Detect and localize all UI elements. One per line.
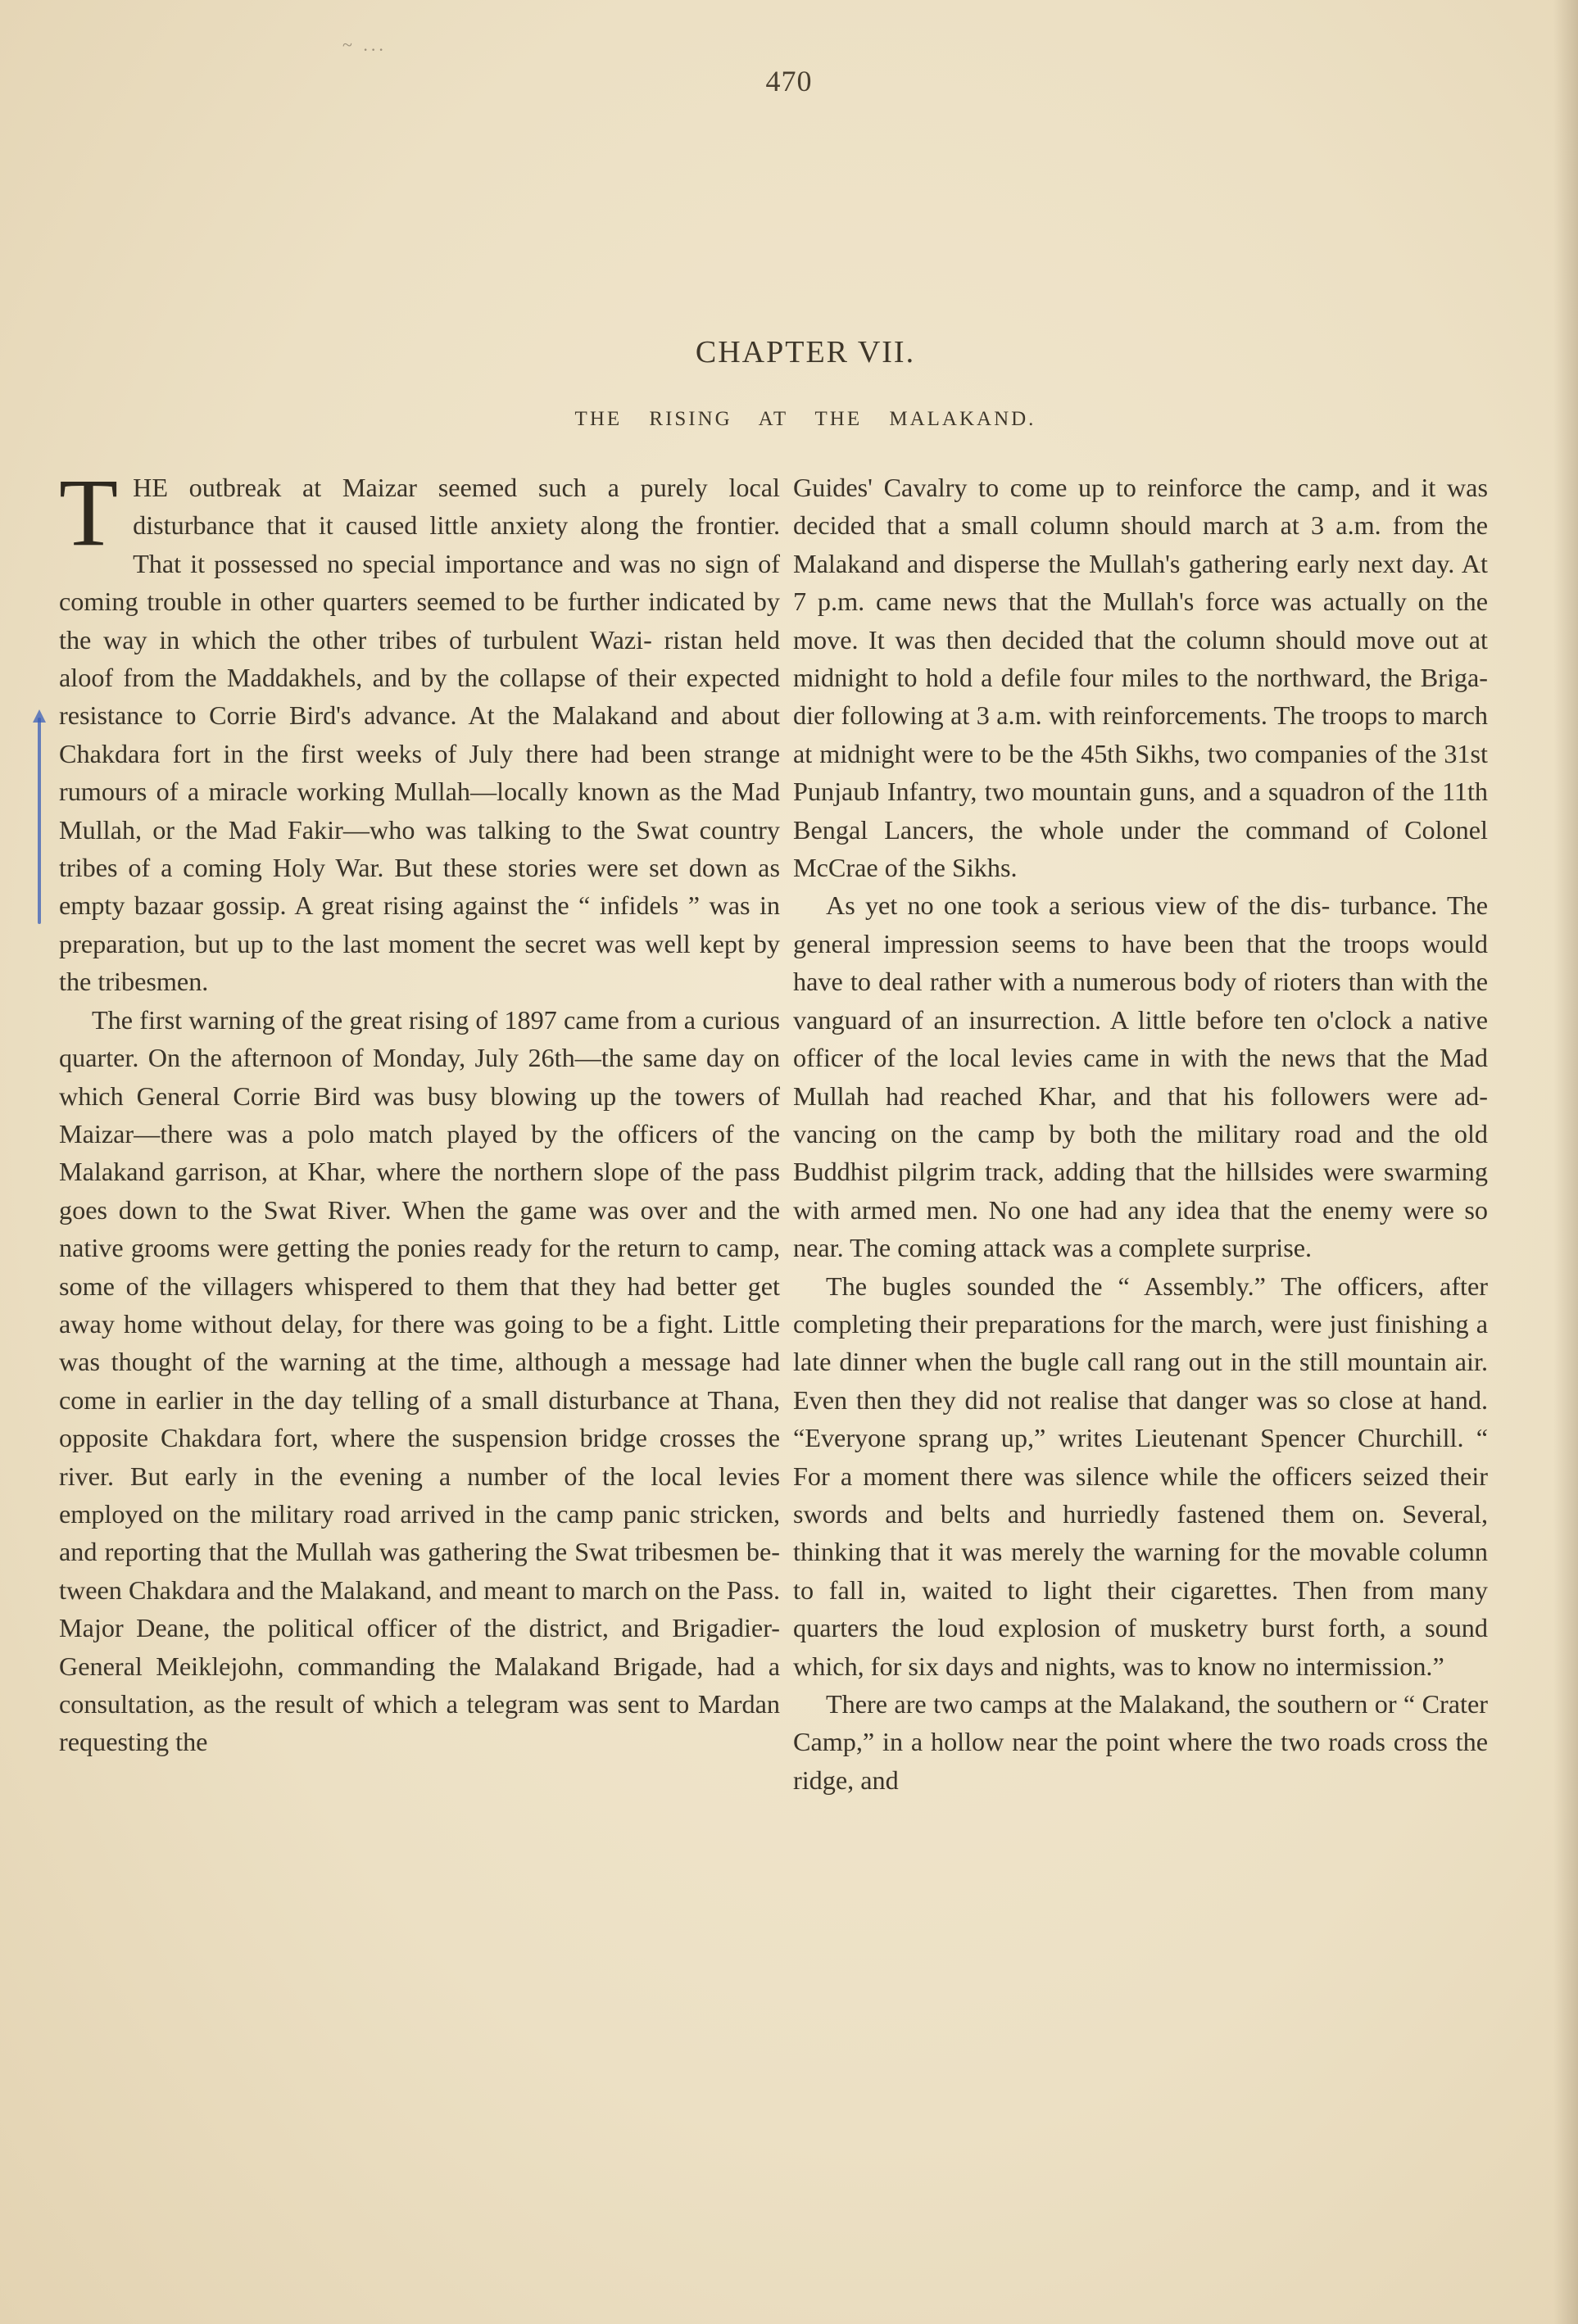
paragraph xyxy=(59,459,780,1001)
paragraph-text: HE outbreak at Maizar seemed such a purely local disturbance that it caused little anxiety along the frontier. That it possessed no special importance and was no sign of coming trouble in other quarters seemed to be further indicated by the way in which the other tribes of turbulent Wazi- ristan held aloof from the Maddakhels, and by the collapse of their expected resistance to Corrie Bird's advance. At the Malakand and about Chakdara fort in the first weeks of July there had been strange rumours of a miracle working Mullah—locally known as the Mad Mullah, or the Mad Fakir—who was talking to the Swat country tribes of a coming Holy War. But these stories were set down as empty bazaar gossip. A great rising against the “ infidels ” was in preparation, but up to the last moment the secret was well kept by the tribesmen. xyxy=(59,473,780,997)
chapter-subtitle: THE RISING AT THE MALAKAND. xyxy=(574,408,1036,430)
paragraph: Guides' Cavalry to come up to reinforce the camp, and it was decided that a small column should march at 3 a.m. from the Malakand and disperse the Mullah's gathering early next day. At 7 p.m. came news that the Mullah's force was actually on the move. It was then decided that the column should move out at midnight to hold a defile four miles to the northward, the Briga- dier following at 3 a.m. with reinforcements. The troops to march at midnight were to be the 45th Sikhs, two companies of the 31st Punjaub Infantry, two mountain guns, and a squadron of the 11th Bengal Lancers, the whole under the command of Colonel McCrae of the Sikhs. xyxy=(793,473,1488,883)
left-column xyxy=(59,459,780,1761)
paragraph: There are two camps at the Malakand, the southern or “ Crater Camp,” in a hollow near the point where the two roads cross the ridge, and xyxy=(793,1689,1488,1795)
paragraph: As yet no one took a serious view of the dis- turbance. The general impression seems to have been that the troops would have to deal rather with a numerous body of rioters than with the vanguard of an insurrection. A little before ten o'clock a native officer of the local levies came in with the news that the Mad Mullah had reached Khar, and that his followers were ad- vancing on the camp by both the military road and the old Buddhist pilgrim track, adding that the hillsides were swarming with armed men. No one had any idea that the enemy were so near. The coming attack was a complete surprise. xyxy=(793,890,1488,1263)
page-number: 470 xyxy=(765,65,813,97)
chapter-title: CHAPTER VII. xyxy=(695,335,916,369)
page-edge-shadow xyxy=(1553,0,1578,2324)
right-column xyxy=(793,469,1488,1799)
drop-cap: T xyxy=(59,459,119,566)
paragraph: The first warning of the great rising of 1897 came from a curious quarter. On the afternoon of Monday, July 26th—the same day on which General Corrie Bird was busy blowing up the towers of Maizar—there was a polo match played by the officers of the Malakand garrison, at Khar, where the northern slope of the pass goes down to the Swat River. When the game was over and the native grooms were getting the ponies ready for the return to camp, some of the villagers whispered to them that they had better get away home without delay, for there was going to be a fight. Little was thought of the warning at the time, although a message had come in earlier in the day telling of a small disturbance at Thana, opposite Chakdara fort, where the suspension bridge crosses the river. But early in the evening a number of the local levies employed on the military road arrived in the camp panic stricken, and reporting that the Mullah was gathering the Swat tribesmen be- tween Chakdara and the Malakand, and meant to march on the Pass. Major Deane, the political officer of the district, and Brigadier- General Meiklejohn, commanding the Malakand Brigade, had a consultation, as the result of which a telegram was sent to Mardan requesting the xyxy=(59,1004,780,1757)
paragraph: The bugles sounded the “ Assembly.” The officers, after completing their preparations for the march, were just finishing a late dinner when the bugle call rang out in the still mountain air. Even then they did not realise that danger was so close at hand. “Everyone sprang up,” writes Lieutenant Spencer Churchill. “ For a moment there was silence while the officers seized their swords and belts and hurriedly fastened them on. Several, thinking that it was merely the warning for the movable column to fall in, waited to light their cigarettes. Then from many quarters the loud explosion of musketry burst forth, a sound which, for six days and nights, was to know no intermission.” xyxy=(793,1271,1488,1681)
stray-mark: ~ ... xyxy=(342,34,387,55)
margin-annotation-line xyxy=(38,718,41,924)
